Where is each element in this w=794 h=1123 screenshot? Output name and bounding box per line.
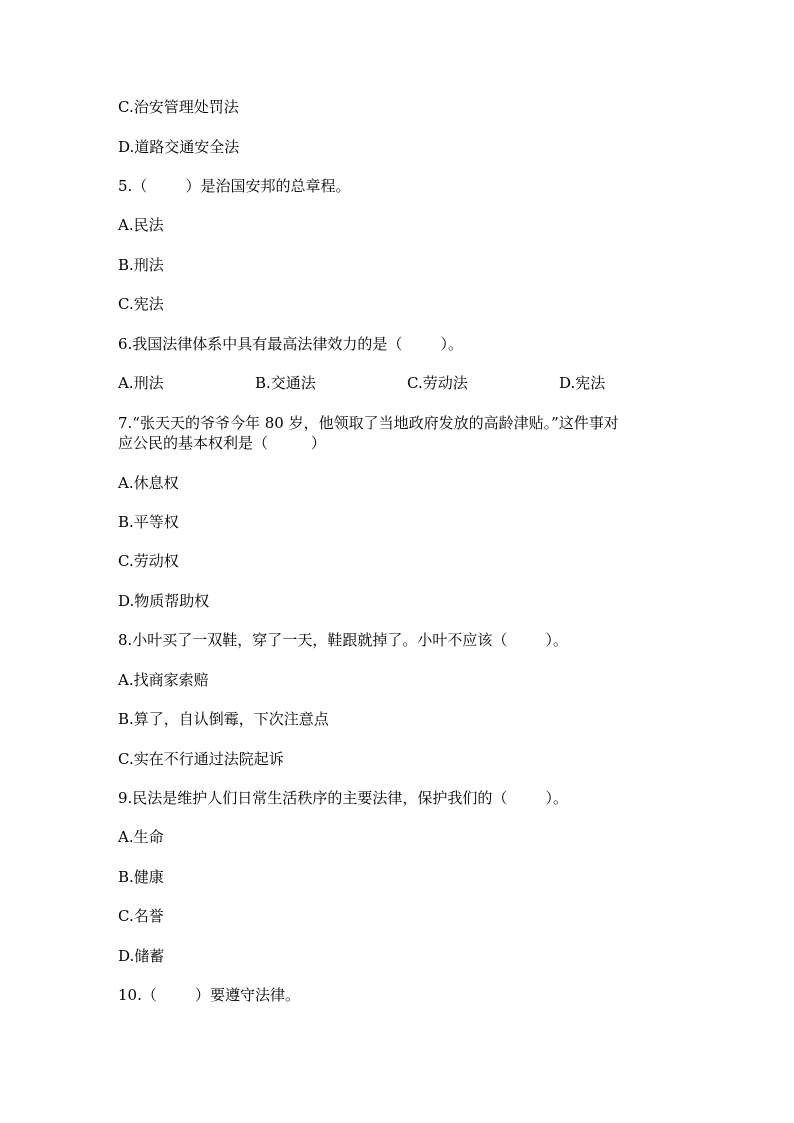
q5-question: 5.（ ）是治国安邦的总章程。 [118, 177, 351, 195]
q8-option-c: C.实在不行通过法院起诉 [118, 750, 284, 768]
q4-option-d: D.道路交通安全法 [118, 138, 240, 156]
q4-option-c: C.治安管理处罚法 [118, 98, 239, 116]
q8-question: 8.小叶买了一双鞋，穿了一天，鞋跟就掉了。小叶不应该（ ）。 [118, 631, 568, 649]
q7-question-line1: 7.“张天天的爷爷今年 80 岁，他领取了当地政府发放的高龄津贴。”这件事对 [118, 414, 619, 432]
q5-option-b: B.刑法 [118, 256, 164, 274]
q8-option-a: A.找商家索赔 [118, 671, 209, 689]
q6-option-b: B.交通法 [255, 374, 316, 392]
q7-option-c: C.劳动权 [118, 552, 179, 570]
q7-option-a: A.休息权 [118, 474, 179, 492]
q9-question: 9.民法是维护人们日常生活秩序的主要法律，保护我们的（ ）。 [118, 789, 568, 807]
q5-option-a: A.民法 [118, 216, 164, 234]
q6-question: 6.我国法律体系中具有最高法律效力的是（ ）。 [118, 335, 463, 353]
q6-option-d: D.宪法 [559, 374, 606, 392]
q7-option-d: D.物质帮助权 [118, 592, 210, 610]
q9-option-b: B.健康 [118, 868, 164, 886]
q9-option-a: A.生命 [118, 828, 164, 846]
q10-question: 10.（ ）要遵守法律。 [118, 986, 301, 1004]
q6-option-a: A.刑法 [118, 374, 164, 392]
q7-option-b: B.平等权 [118, 513, 179, 531]
q7-question-line2: 应公民的基本权利是（ ） [118, 434, 326, 452]
q5-option-c: C.宪法 [118, 295, 164, 313]
q9-option-d: D.储蓄 [118, 947, 165, 965]
q8-option-b: B.算了，自认倒霉，下次注意点 [118, 710, 329, 728]
q6-option-c: C.劳动法 [407, 374, 468, 392]
q9-option-c: C.名誉 [118, 907, 164, 925]
q6-options-row [118, 373, 678, 393]
